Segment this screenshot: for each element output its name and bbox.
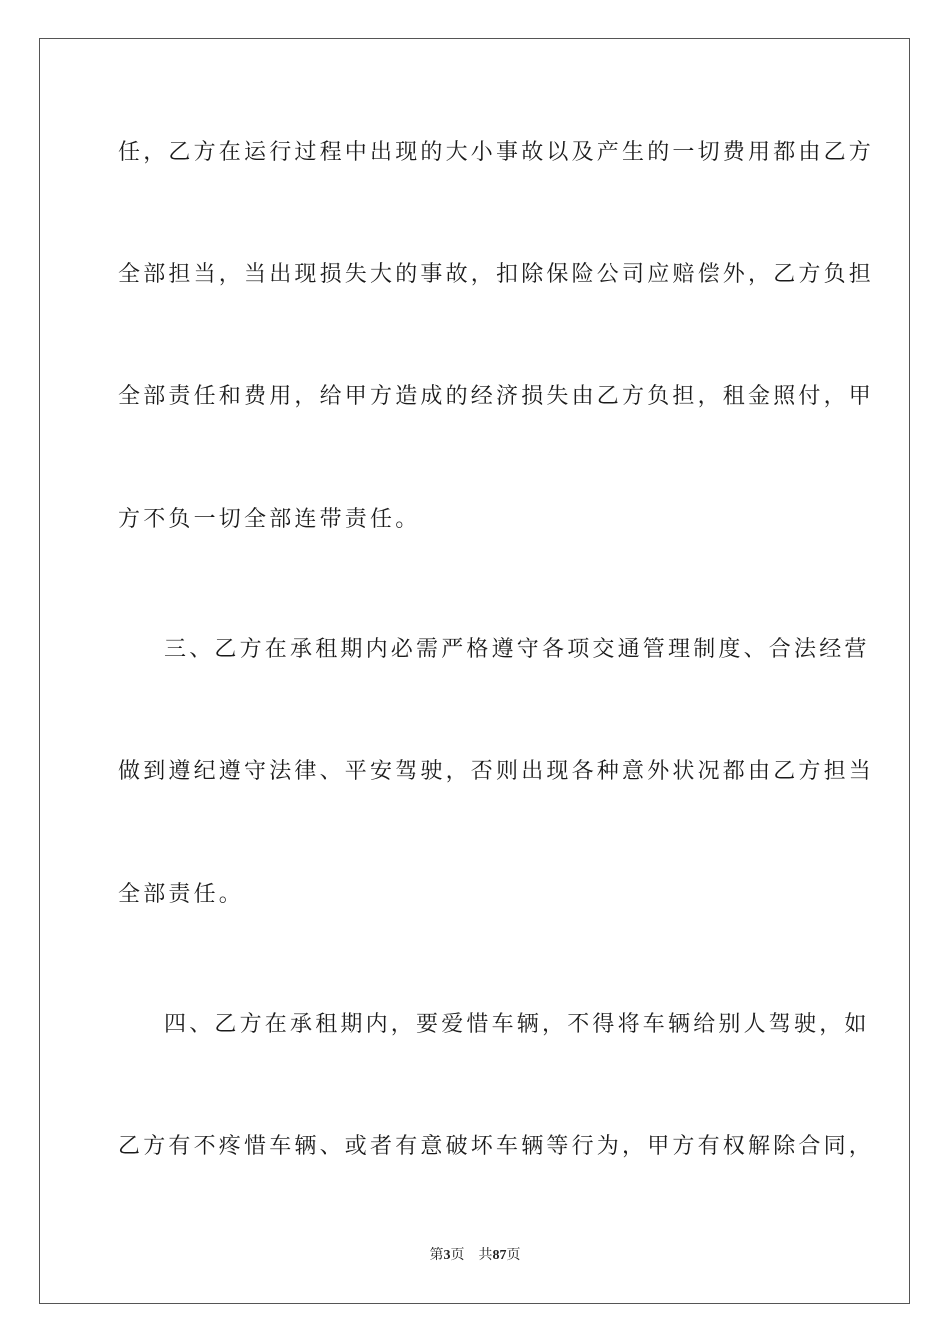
page-prefix: 第 (429, 1247, 444, 1263)
page-footer (0, 1246, 950, 1265)
body-text-line-4: 方不负一切全部连带责任。 (118, 507, 421, 532)
body-text-line-5: 三、乙方在承租期内必需严格遵守各项交通管理制度、合法经营 (164, 637, 870, 662)
body-text-line-2: 全部担当，当出现损失大的事故，扣除保险公司应赔偿外，乙方负担 (118, 262, 875, 287)
page-suffix: 页 (450, 1247, 465, 1263)
body-text-line-6: 做到遵纪遵守法律、平安驾驶，否则出现各种意外状况都由乙方担当 (118, 759, 875, 784)
body-text-line-1: 任，乙方在运行过程中出现的大小事故以及产生的一切费用都由乙方 (118, 140, 875, 165)
total-pages: 87 (492, 1248, 507, 1263)
page-number: 3 (443, 1248, 451, 1263)
body-text-line-3: 全部责任和费用，给甲方造成的经济损失由乙方负担，租金照付，甲 (118, 384, 875, 409)
total-suffix: 页 (506, 1247, 521, 1263)
body-text-line-8: 四、乙方在承租期内，要爱惜车辆，不得将车辆给别人驾驶，如 (164, 1012, 870, 1037)
page-border (39, 38, 910, 1304)
body-text-line-7: 全部责任。 (118, 882, 245, 907)
body-text-line-9: 乙方有不疼惜车辆、或者有意破坏车辆等行为，甲方有权解除合同， (118, 1134, 875, 1159)
total-prefix: 共 (478, 1247, 493, 1263)
